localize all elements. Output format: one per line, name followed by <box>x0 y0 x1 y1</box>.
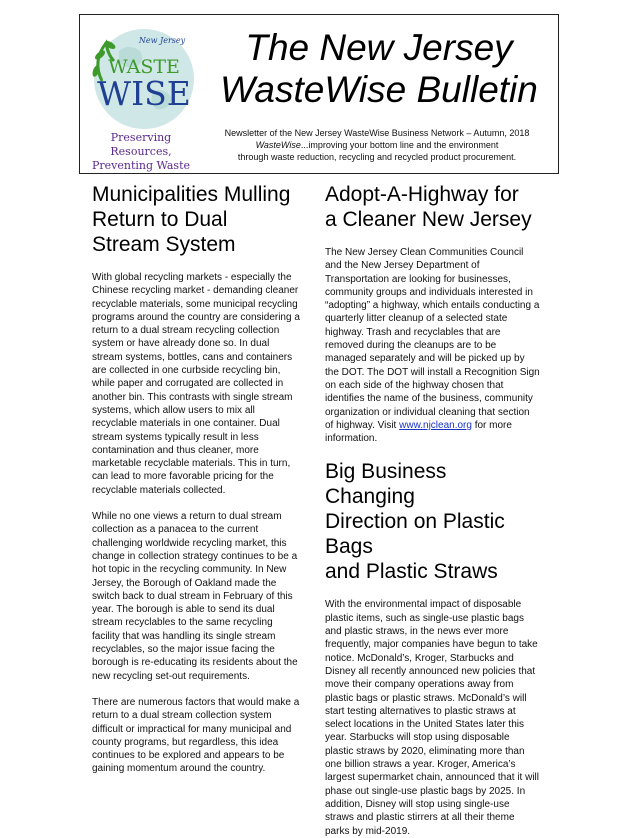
logo-tagline <box>85 131 197 173</box>
newsletter-subtitle <box>198 127 556 163</box>
paragraph-text: for more information. <box>325 419 512 445</box>
bulletin-title <box>204 27 554 111</box>
article-heading <box>325 459 540 584</box>
article-heading <box>92 182 302 257</box>
left-column <box>92 182 302 776</box>
heading-line: Stream System <box>92 233 236 256</box>
article-heading <box>325 182 540 232</box>
subtitle-line <box>198 139 556 151</box>
article-paragraph <box>325 246 540 445</box>
article-paragraph: There are numerous factors that would make a return to a dual stream collection system difficult or impractical for many municipal and county programs, but regardless, this idea continues to be explored and appears to be gaining momentum around the country. <box>92 696 300 775</box>
heading-line: Municipalities Mulling <box>92 183 291 206</box>
article-paragraph: While no one views a return to dual stream collection as a panacea to the current challenging worldwide recycling market, this change in collection strategy continues to be a hot topic in the recycling community. In New Jersey, the Borough of Oakland made the switch back to dual stream in February of this year. The borough is able to send its dual stream recyclables to the same recycling facility that was handling its single stream recyclables, so the major issue facing the borough is re-educating its residents about the new recycling set-out requirements. <box>92 511 298 682</box>
article-paragraph: With global recycling markets - especially the Chinese recycling market - demanding cleaner recyclable materials, some municipal recycling programs around the country are considering a return to a dual stream recycling collection system or have already done so. In dual stream systems, bottles, cans and containers are collected in one curbside recycling bin, while paper and corrugated are collected in another bin. This contrasts with single stream systems, which allow users to mix all recyclable materials in one container. Dual stream systems typically result in less contamination and thus cleaner, more marketable recyclable materials. This in turn, can lead to more favorable pricing for the recyclable materials collected. <box>92 272 300 496</box>
title-line: WasteWise Bulletin <box>220 69 538 110</box>
heading-line: and Plastic Straws <box>325 560 498 584</box>
subtitle-text: ...improving your bottom line and the environment <box>300 140 499 150</box>
heading-line: Big Business Changing <box>325 460 447 509</box>
paragraph-text: The New Jersey Clean Communities Council and the New Jersey Department of Transportation are looking for businesses, community groups and individuals interested in “adopting” a highway, which entails conducting a quarterly litter cleanup of a selected state highway. Trash and recyclables that are removed during the cleanups are to be managed separately and will be picked up by the DOT. The DOT will install a Recognition Sign on each side of the highway chosen that identifies the name of the business, community organization or individual cleaning that section of highway. Visit <box>325 247 540 431</box>
masthead <box>79 14 559 174</box>
logo-word-wise: WISE <box>97 74 191 113</box>
right-column <box>325 182 540 838</box>
title-line: The New Jersey <box>245 27 513 68</box>
subtitle-line: Newsletter of the New Jersey WasteWise Business Network – Autumn, 2018 <box>224 128 530 138</box>
heading-line: a Cleaner New Jersey <box>325 208 532 231</box>
heading-line: Return to Dual <box>92 208 228 231</box>
article-paragraph: With the environmental impact of disposable plastic items, such as single-use plastic bags and plastic straws, in the news ever more frequently, major companies have begun to take notice. McDonald’s, Kroger, Starbucks and Disney all recently announced new policies that move their company operations away from plastic bags or plastic straws. McDonald’s will start testing alternatives to plastic straws at select locations in the United States later this year. Starbucks will stop using disposable plastic straws by 2020, eliminating more than one billion straws a year. Kroger, America’s largest supermarket chain, announced that it will phase out single-use plastic bags by 2025. In addition, Disney will stop using single-use straws and plastic stirrers at all their theme parks by mid-2019. <box>325 599 540 837</box>
logo-state: New Jersey <box>138 36 186 45</box>
logo-word-waste: WASTE <box>108 56 180 78</box>
subtitle-emphasis: WasteWise <box>255 140 301 150</box>
heading-line: Direction on Plastic Bags <box>325 510 505 559</box>
wastewise-logo <box>84 21 196 139</box>
tagline-line: Preventing Waste <box>91 159 191 172</box>
njclean-link[interactable]: www.njclean.org <box>399 419 472 431</box>
tagline-line: Preserving Resources, <box>110 131 172 158</box>
heading-line: Adopt-A-Highway for <box>325 183 519 206</box>
subtitle-line: through waste reduction, recycling and recycled product procurement. <box>237 152 517 162</box>
